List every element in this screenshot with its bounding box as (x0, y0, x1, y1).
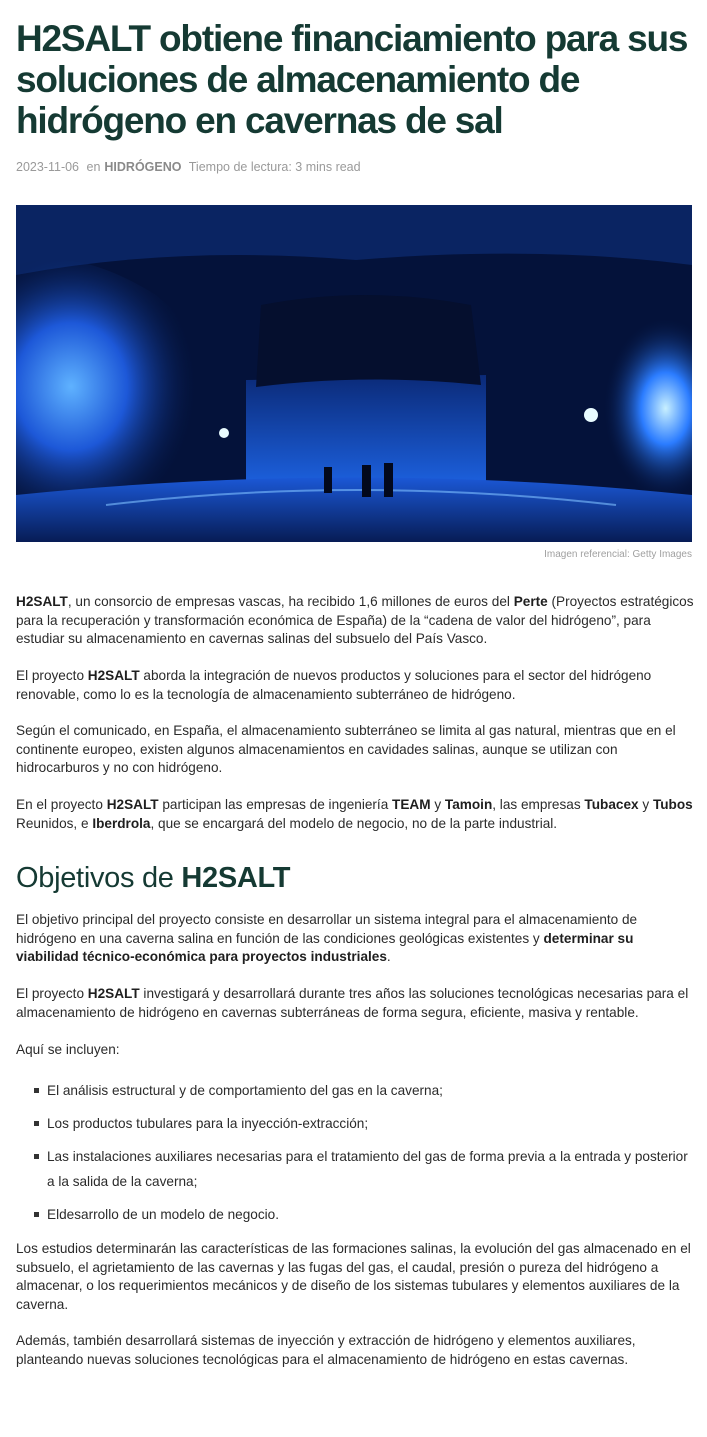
list-item: El análisis estructural y de comportamiento del gas en la caverna; (16, 1078, 692, 1103)
paragraph-text: (Proyectos estratégicos para la recuperación y transformación económica de España) de la “cadena de valor del hidrógeno”, para estudiar su almacenamiento en cavernas salinas del subsuelo del País Vasco. (16, 594, 694, 646)
bold-text: H2SALT (87, 986, 140, 1001)
paragraph-3: Según el comunicado, en España, el almacenamiento subterráneo se limita al gas natural, mientras que en el continente europeo, existen algunos almacenamientos en cavidades salinas, aunque se utilizan con hidrocarburos y no con hidrógeno. (16, 723, 676, 775)
paragraph-4 (16, 796, 694, 833)
bullet-list (16, 1078, 692, 1227)
bold-text: Tubacex (584, 797, 639, 812)
reading-time: Tiempo de lectura: 3 mins read (188, 160, 361, 174)
paragraph-text: , que se encargará del modelo de negocio, no de la parte industrial. (150, 815, 558, 831)
section-heading (16, 858, 290, 898)
paragraph-text: El proyecto (16, 668, 88, 683)
bold-text: Iberdrola (92, 815, 151, 831)
paragraph-text: El proyecto (16, 986, 88, 1001)
paragraph-text: , un consorcio de empresas vascas, ha recibido 1,6 millones de euros del (67, 594, 514, 609)
paragraph-text: y (638, 797, 653, 812)
list-item: Los productos tubulares para la inyección-extracción; (16, 1111, 692, 1136)
paragraph-text: En el proyecto (16, 797, 107, 812)
heading-bold: H2SALT (181, 862, 291, 894)
category-prefix: en (86, 160, 101, 174)
image-caption: Imagen referencial: Getty Images (544, 549, 692, 560)
paragraph-text: y (430, 797, 445, 812)
heading-text: Objetivos de (16, 862, 182, 894)
bold-text: H2SALT (87, 668, 140, 683)
bold-text: determinar su viabilidad técnico-económica para proyectos industriales (16, 930, 634, 964)
hero-image (16, 205, 692, 542)
paragraph-7: Aquí se incluyen: (16, 1042, 120, 1057)
paragraph-1 (16, 593, 694, 649)
paragraph-text: . (386, 949, 391, 964)
salt-cavern-illustration (16, 205, 692, 542)
list-item: Eldesarrollo de un modelo de negocio. (16, 1202, 692, 1227)
bold-text: H2SALT (106, 797, 159, 812)
bold-text: TEAM (392, 797, 431, 812)
paragraph-text: , las empresas (492, 797, 585, 812)
paragraph-text: Reunidos, e (16, 815, 93, 831)
paragraph-8: Los estudios determinarán las características de las formaciones salinas, la evolución del gas almacenado en el subsuelo, el agrietamiento de las cavernas y las fugas del gas, el caudal, presión o pureza del hidrógeno a almacenar, o los requerimientos mecánicos y de diseño de los sistemas tubulares y elementos auxiliares de la caverna. (16, 1241, 691, 1312)
category-link[interactable]: HIDRÓGENO (104, 160, 182, 174)
paragraph-text: participan las empresas de ingeniería (158, 797, 393, 812)
paragraph-text: investigará y desarrollará durante tres años las soluciones tecnológicas necesarias para el almacenamiento de hidrógeno en cavernas subterráneas de forma segura, eficiente, masiva y rentable. (16, 986, 689, 1020)
paragraph-6 (16, 985, 694, 1022)
article-meta (16, 160, 365, 174)
paragraph-text: aborda la integración de nuevos productos y soluciones para el sector del hidrógeno renovable, como lo es la tecnología de almacenamiento subterráneo de hidrógeno. (16, 668, 652, 702)
paragraph-2 (16, 667, 694, 704)
paragraph-5 (16, 911, 694, 967)
paragraph-9: Además, también desarrollará sistemas de inyección y extracción de hidrógeno y elementos auxiliares, planteando nuevas soluciones tecnológicas para el almacenamiento de hidrógeno en estas cavernas. (16, 1333, 636, 1367)
article-date: 2023-11-06 (16, 160, 80, 174)
bold-text: H2SALT (16, 594, 68, 609)
article-title: H2SALT obtiene financiamiento para sus soluciones de almacenamiento de hidrógeno en cavernas de sal (16, 18, 688, 141)
bold-text: Tubos (652, 797, 693, 812)
list-item: Las instalaciones auxiliares necesarias para el tratamiento del gas de forma previa a la entrada y posterior a la salida de la caverna; (16, 1144, 692, 1194)
bold-text: Perte (513, 594, 548, 609)
paragraph-text: El objetivo principal del proyecto consiste en desarrollar un sistema integral para el almacenamiento de hidrógeno en una caverna salina en función de las condiciones geológicas existentes y (16, 912, 638, 946)
bold-text: Tamoin (444, 797, 493, 812)
